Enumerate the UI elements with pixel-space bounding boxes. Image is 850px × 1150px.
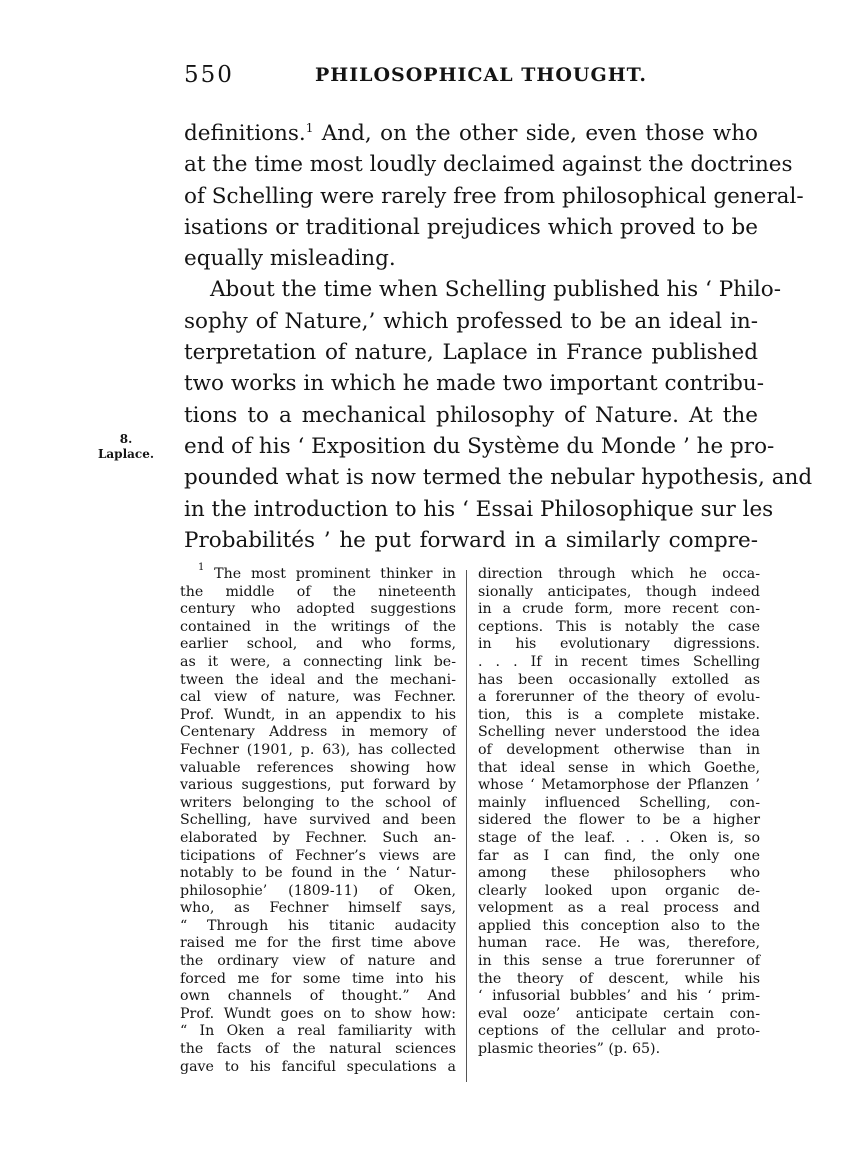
footnote-line: whose ‘ Metamorphose der Pflanzen ’: [478, 777, 760, 794]
text-line: at the time most loudly declaimed against the doctrines: [184, 152, 793, 178]
footnote-reference: 1: [305, 121, 314, 135]
footnote-line: Fechner (1901, p. 63), has collected: [180, 741, 456, 758]
footnote-line: . . . If in recent times Schelling: [478, 653, 760, 670]
footnote-line: contained in the writings of the: [180, 618, 456, 635]
footnote-line: ceptions. This is notably the case: [478, 618, 760, 635]
footnote-line: a forerunner of the theory of evolu-: [478, 689, 760, 706]
footnote-line: as it were, a connecting link be-: [180, 653, 456, 670]
footnote-line: far as I can find, the only one: [478, 847, 760, 864]
footnote-line: Schelling, have survived and been: [180, 812, 456, 829]
paragraph-2-continued: [184, 306, 813, 556]
footnote-line: the ordinary view of nature and: [180, 953, 456, 970]
footnote-line: ceptions of the cellular and proto-: [478, 1023, 760, 1040]
margin-note: [80, 432, 172, 462]
footnote-line: velopment as a real process and: [478, 900, 760, 917]
footnote-line: Prof. Wundt, in an appendix to his: [180, 706, 456, 723]
footnote-marker: 1: [198, 562, 205, 573]
text-line: end of his ‘ Exposition du Système du Monde ’ he pro-: [184, 433, 775, 459]
footnote-line: notably to be found in the ‘ Natur-: [180, 865, 456, 882]
footnote-line: ticipations of Fechner’s views are: [180, 847, 456, 864]
footnote-line: various suggestions, put forward by: [180, 777, 456, 794]
text-line: pounded what is now termed the nebular hypothesis, and: [184, 465, 813, 491]
footnote-line: elaborated by Fechner. Such an-: [180, 829, 456, 846]
footnote-line: in this sense a true forerunner of: [478, 953, 760, 970]
main-text: [184, 118, 813, 556]
footnote-line: sidered the flower to be a higher: [478, 812, 760, 829]
footnote-line: $^1$ The most prominent thinker in: [198, 562, 457, 582]
footnote-line: direction through which he occa-: [478, 566, 760, 582]
footnote-line: plasmic theories” (p. 65).: [478, 1041, 661, 1058]
text-line: definitions.$^1$ And, on the other side, even those who: [184, 121, 759, 146]
footnote-line: of development otherwise than in: [478, 741, 760, 758]
footnote-line: Centenary Address in memory of: [180, 724, 456, 741]
text-line: sophy of Nature,’ which professed to be an ideal in-: [184, 308, 758, 334]
footnote-line: applied this conception also to the: [478, 917, 760, 934]
footnote-line: Prof. Wundt goes on to show how:: [180, 1005, 456, 1022]
footnote-line: century who adopted suggestions: [180, 601, 456, 618]
footnote-line: earlier school, and who forms,: [180, 636, 456, 653]
margin-note-label: Laplace.: [97, 447, 155, 461]
footnote-line: tween the ideal and the mechani-: [180, 671, 456, 688]
footnote-line: own channels of thought.” And: [180, 988, 456, 1005]
footnote-line: “ In Oken a real familiarity with: [180, 1023, 456, 1040]
paragraph-2: [184, 274, 781, 305]
footnote-line: the facts of the natural sciences: [180, 1041, 456, 1058]
footnote-line: valuable references showing how: [180, 759, 456, 776]
text-line: tions to a mechanical philosophy of Nature. At the: [184, 402, 758, 428]
footnote-line: “ Through his titanic audacity: [180, 917, 456, 934]
footnote-line: tion, this is a complete mistake.: [478, 706, 760, 723]
footnote-left-column: [180, 562, 457, 1076]
footnote-line: stage of the leaf. . . . Oken is, so: [478, 829, 760, 846]
footnote-line: clearly looked upon organic de-: [478, 882, 760, 899]
footnote-line: forced me for some time into his: [180, 970, 456, 987]
footnote-line: philosophie’ (1809-11) of Oken,: [180, 882, 456, 899]
footnote-line: who, as Fechner himself says,: [180, 900, 456, 917]
text-line: equally misleading.: [184, 246, 396, 272]
page-header: [184, 62, 758, 96]
footnote-line: Schelling never understood the idea: [478, 724, 760, 741]
page-number: 550: [184, 62, 234, 88]
text-line: of Schelling were rarely free from philosophical general-: [184, 183, 804, 209]
footnote-line: the theory of descent, while his: [478, 970, 760, 987]
running-title: PHILOSOPHICAL THOUGHT.: [315, 64, 647, 86]
margin-note-number: 8.: [119, 432, 133, 446]
column-divider: [466, 570, 467, 1082]
text-line: isations or traditional prejudices which proved to be: [184, 214, 758, 240]
text-line: in the introduction to his ‘ Essai Philosophique sur les: [184, 496, 774, 522]
footnote-line: human race. He was, therefore,: [478, 935, 760, 952]
footnote-line: has been occasionally extolled as: [478, 671, 760, 688]
footnote-line: that ideal sense in which Goethe,: [478, 759, 760, 776]
paragraph-1: [184, 118, 804, 274]
footnote-line: ‘ infusorial bubbles’ and his ‘ prim-: [478, 988, 760, 1005]
footnote-line: in a crude form, more recent con-: [478, 601, 760, 618]
footnote-line: mainly influenced Schelling, con-: [478, 794, 760, 811]
text-line: About the time when Schelling published his ‘ Philo-: [210, 277, 781, 303]
text-line: terpretation of nature, Laplace in France published: [184, 340, 758, 366]
footnote-line: gave to his fanciful speculations a: [180, 1058, 456, 1075]
footnote-line: the middle of the nineteenth: [180, 583, 456, 600]
footnote-line: writers belonging to the school of: [180, 794, 456, 811]
footnote-line: among these philosophers who: [478, 865, 760, 882]
footnote-line: cal view of nature, was Fechner.: [180, 689, 456, 706]
text-line: two works in which he made two important contribu-: [184, 371, 765, 397]
footnote-line: in his evolutionary digressions.: [478, 636, 760, 653]
text-line: Probabilités ’ he put forward in a similarly compre-: [184, 527, 758, 553]
footnote-line: raised me for the first time above: [180, 935, 456, 952]
footnote-line: eval ooze’ anticipate certain con-: [478, 1005, 760, 1022]
footnotes: [180, 562, 760, 1106]
footnote-line: sionally anticipates, though indeed: [478, 583, 760, 600]
footnote-right-column: [478, 566, 760, 1059]
